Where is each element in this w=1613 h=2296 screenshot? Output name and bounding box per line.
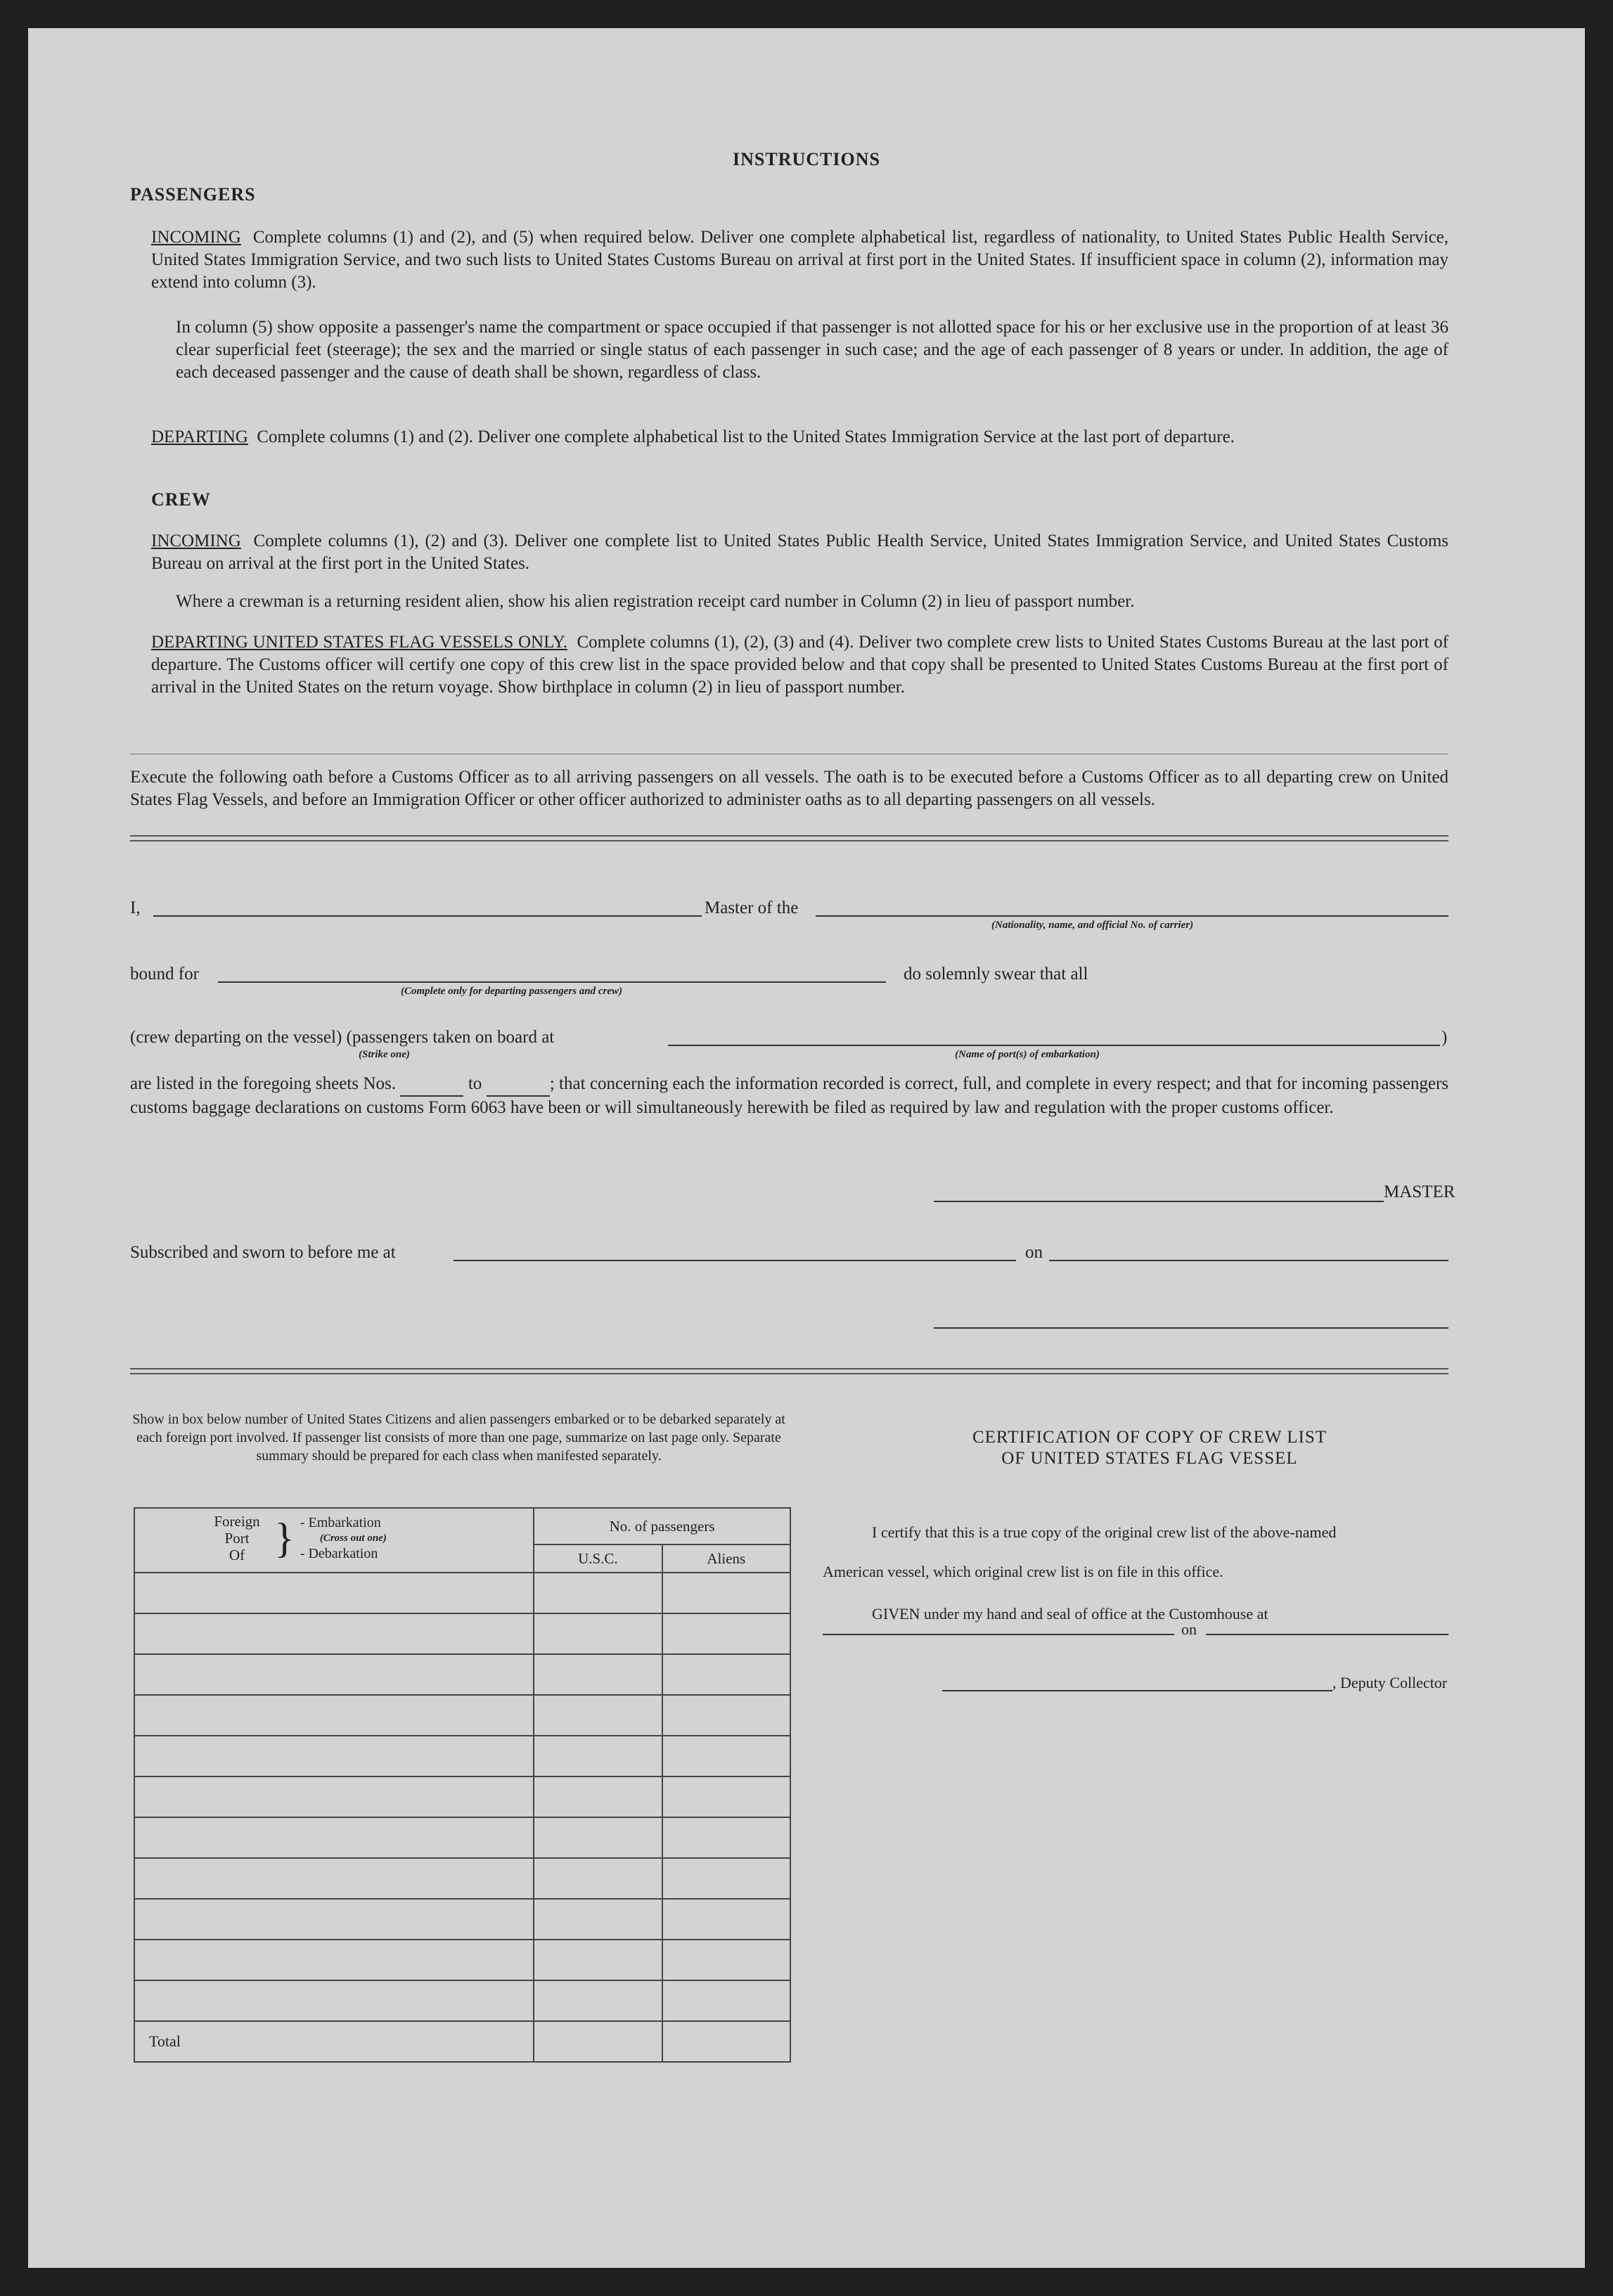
certify-text-2: American vessel, which original crew list is on file in this office. bbox=[823, 1563, 1223, 1580]
certify-text: I certify that this is a true copy of the original crew list of the above-named bbox=[872, 1523, 1337, 1541]
sheet-from-field[interactable] bbox=[400, 1073, 463, 1097]
port-cell[interactable] bbox=[134, 1695, 534, 1736]
crew-incoming-paragraph bbox=[151, 530, 1448, 575]
port-cell[interactable] bbox=[134, 1654, 534, 1695]
aliens-cell[interactable] bbox=[662, 1899, 790, 1940]
port-cell[interactable] bbox=[134, 1940, 534, 1980]
usc-cell[interactable] bbox=[534, 1573, 662, 1613]
table-row bbox=[134, 1817, 790, 1858]
officer-signature-field[interactable] bbox=[934, 1327, 1448, 1329]
crew-incoming-label: INCOMING bbox=[151, 531, 241, 550]
subscribed-date-field[interactable] bbox=[1049, 1260, 1448, 1261]
aliens-cell[interactable] bbox=[662, 1776, 790, 1817]
port-caption: (Name of port(s) of embarkation) bbox=[955, 1049, 1100, 1060]
deputy-collector-label: , Deputy Collector bbox=[1332, 1674, 1448, 1691]
oath-i-label: I, bbox=[130, 898, 141, 917]
foreign-port-of-label bbox=[205, 1513, 269, 1563]
table-row bbox=[134, 1940, 790, 1980]
passengers-departing-paragraph bbox=[151, 426, 1448, 449]
usc-cell[interactable] bbox=[534, 1613, 662, 1654]
table-row bbox=[134, 1899, 790, 1940]
crew-incoming-text: Complete columns (1), (2) and (3). Deliver one complete list to United States Public Health Service, United States Immigration Service, and United States Customs Bureau on arrival at the first port in the United States. bbox=[151, 531, 1449, 573]
subscribed-place-field[interactable] bbox=[454, 1260, 1016, 1261]
customhouse-field[interactable] bbox=[823, 1634, 1174, 1635]
subscribed-on-label: on bbox=[1025, 1243, 1043, 1262]
oath-intro: Execute the following oath before a Customs Officer as to all arriving passengers on all vessels. The oath is to be executed before a Customs Officer as to all departing crew on United States Flag Vessels, and before an Immigration Officer or other officer authorized to administer oaths as to all departing passengers on all vessels. bbox=[130, 768, 1448, 809]
port-cell[interactable] bbox=[134, 1736, 534, 1776]
bound-for-label: bound for bbox=[130, 965, 199, 983]
listed-paragraph bbox=[130, 1073, 1448, 1119]
column5-paragraph: In column (5) show opposite a passenger's name the compartment or space occupied if that passenger is not allotted space for his or her exclusive use in the proportion of at least 36 clear superficial feet (steerage); the sex and the married or single status of each passenger in such case; and the age of each passenger of 8 years or under. In addition, the age of each deceased passenger and the cause of death shall be shown, regardless of class. bbox=[176, 318, 1448, 382]
departing-label: DEPARTING bbox=[151, 427, 248, 446]
given-date-field[interactable] bbox=[1206, 1634, 1448, 1635]
passenger-summary-table bbox=[134, 1507, 791, 2063]
usc-cell[interactable] bbox=[534, 1695, 662, 1736]
usc-cell[interactable] bbox=[534, 1940, 662, 1980]
aliens-cell[interactable] bbox=[662, 1858, 790, 1899]
usc-cell[interactable] bbox=[534, 1776, 662, 1817]
aliens-cell[interactable] bbox=[662, 1736, 790, 1776]
carrier-caption: (Nationality, name, and official No. of carrier) bbox=[991, 920, 1194, 931]
table-row bbox=[134, 1654, 790, 1695]
embarkation-label: - Embarkation bbox=[300, 1515, 381, 1530]
foreign-word: Foreign bbox=[214, 1513, 260, 1530]
aliens-cell[interactable] bbox=[662, 1980, 790, 2021]
subscribed-label: Subscribed and sworn to before me at bbox=[130, 1243, 396, 1262]
aliens-cell[interactable] bbox=[662, 1654, 790, 1695]
port-cell[interactable] bbox=[134, 1776, 534, 1817]
departing-us-text: Complete columns (1), (2), (3) and (4). Deliver two complete crew lists to United States Customs Bureau at the last port of departure. The Customs officer will certify one copy of this crew list in the space provided below and that copy shall be presented to United States Customs Bureau at the first port of arrival in the United States on the return voyage. Show birthplace in column (2) in lieu of passport number. bbox=[151, 633, 1448, 697]
carrier-field[interactable] bbox=[816, 915, 1448, 917]
aliens-cell[interactable] bbox=[662, 1613, 790, 1654]
bound-for-field[interactable] bbox=[218, 981, 886, 983]
table-row bbox=[134, 1573, 790, 1613]
swear-label: do solemnly swear that all bbox=[904, 965, 1088, 983]
master-label: MASTER bbox=[1384, 1182, 1455, 1201]
table-row bbox=[134, 1776, 790, 1817]
usc-cell[interactable] bbox=[534, 1736, 662, 1776]
cross-out-label: (Cross out one) bbox=[319, 1533, 387, 1544]
deputy-signature-field[interactable] bbox=[942, 1690, 1332, 1691]
summary-header-row bbox=[134, 1508, 790, 1544]
brace-icon: } bbox=[274, 1515, 295, 1561]
document-page bbox=[28, 28, 1585, 2268]
port-cell[interactable] bbox=[134, 1573, 534, 1613]
certification-title-line2: OF UNITED STATES FLAG VESSEL bbox=[1001, 1449, 1298, 1468]
aliens-cell[interactable] bbox=[662, 1817, 790, 1858]
double-rule bbox=[130, 835, 1448, 841]
usc-cell[interactable] bbox=[534, 1858, 662, 1899]
usc-total-cell[interactable] bbox=[534, 2021, 662, 2062]
strike-one-caption: (Strike one) bbox=[359, 1049, 410, 1060]
master-name-field[interactable] bbox=[153, 915, 702, 917]
master-signature-field[interactable] bbox=[934, 1201, 1384, 1202]
table-row bbox=[134, 1613, 790, 1654]
total-row bbox=[134, 2021, 790, 2062]
double-rule-bottom bbox=[130, 1368, 1448, 1374]
passengers-incoming-paragraph bbox=[151, 226, 1448, 294]
incoming-label: INCOMING bbox=[151, 228, 241, 247]
listed-rest: ; that concerning each the information recorded is correct, full, and complete in every respect; and that for incoming passengers customs baggage declarations on customs Form 6063 have been or will simultaneously herewith be filed as required by law and regulation with the proper customs officer. bbox=[130, 1074, 1449, 1117]
departing-us-label: DEPARTING UNITED STATES FLAG VESSELS ONLY. bbox=[151, 633, 567, 652]
port-of-embarkation-field[interactable] bbox=[668, 1045, 1440, 1046]
bound-caption: (Complete only for departing passengers and crew) bbox=[401, 986, 622, 997]
table-row bbox=[134, 1858, 790, 1899]
given-on-label: on bbox=[1181, 1620, 1197, 1638]
crew-departing-label: (crew departing on the vessel) (passengers taken on board at bbox=[130, 1028, 555, 1047]
total-label: Total bbox=[134, 2021, 534, 2062]
port-cell[interactable] bbox=[134, 1980, 534, 2021]
aliens-cell[interactable] bbox=[662, 1695, 790, 1736]
to-label: to bbox=[468, 1074, 482, 1093]
port-cell[interactable] bbox=[134, 1817, 534, 1858]
aliens-cell[interactable] bbox=[662, 1573, 790, 1613]
port-word: Port bbox=[224, 1530, 250, 1547]
instructions-title: INSTRUCTIONS bbox=[733, 149, 880, 169]
aliens-header: Aliens bbox=[662, 1544, 790, 1573]
close-paren: ) bbox=[1441, 1028, 1448, 1047]
foreign-port-header bbox=[134, 1508, 534, 1573]
sheet-to-field[interactable] bbox=[487, 1073, 550, 1097]
certification-title-line1: CERTIFICATION OF COPY OF CREW LIST bbox=[972, 1428, 1328, 1447]
departing-text: Complete columns (1) and (2). Deliver one complete alphabetical list to the United States Immigration Service at the last port of departure. bbox=[257, 427, 1235, 446]
aliens-total-cell[interactable] bbox=[662, 2021, 790, 2062]
crewman-paragraph: Where a crewman is a returning resident alien, show his alien registration receipt card number in Column (2) in lieu of passport number. bbox=[176, 592, 1135, 611]
table-row bbox=[134, 1736, 790, 1776]
usc-cell[interactable] bbox=[534, 1654, 662, 1695]
usc-cell[interactable] bbox=[534, 1899, 662, 1940]
table-row bbox=[134, 1980, 790, 2021]
of-word: Of bbox=[229, 1547, 245, 1563]
master-of-the-label: Master of the bbox=[705, 898, 799, 917]
given-text: GIVEN under my hand and seal of office at the Customhouse at bbox=[872, 1605, 1268, 1623]
certification-title bbox=[851, 1427, 1448, 1469]
no-of-passengers-header: No. of passengers bbox=[534, 1508, 790, 1544]
debarkation-label: - Debarkation bbox=[300, 1546, 378, 1561]
aliens-cell[interactable] bbox=[662, 1940, 790, 1980]
port-cell[interactable] bbox=[134, 1899, 534, 1940]
summary-note: Show in box below number of United States Citizens and alien passengers embarked or to be debarked separately at each foreign port involved. If passenger list consists of more than one page, summarize on last page only. Separate summary should be prepared for each class when manifested separately. bbox=[132, 1412, 785, 1464]
port-cell[interactable] bbox=[134, 1613, 534, 1654]
listed-text: are listed in the foregoing sheets Nos. bbox=[130, 1074, 396, 1093]
departing-us-paragraph bbox=[151, 631, 1448, 699]
usc-cell[interactable] bbox=[534, 1980, 662, 2021]
passengers-heading: PASSENGERS bbox=[130, 184, 256, 205]
incoming-text: Complete columns (1) and (2), and (5) when required below. Deliver one complete alphabetical list, regardless of nationality, to United States Public Health Service, United States Immigration Service, and two such lists to United States Customs Bureau on arrival at first port in the United States. If insufficient space in column (2), information may extend into column (3). bbox=[151, 228, 1449, 292]
usc-cell[interactable] bbox=[534, 1817, 662, 1858]
port-cell[interactable] bbox=[134, 1858, 534, 1899]
table-row bbox=[134, 1695, 790, 1736]
usc-header: U.S.C. bbox=[534, 1544, 662, 1573]
crew-heading: CREW bbox=[151, 489, 211, 510]
